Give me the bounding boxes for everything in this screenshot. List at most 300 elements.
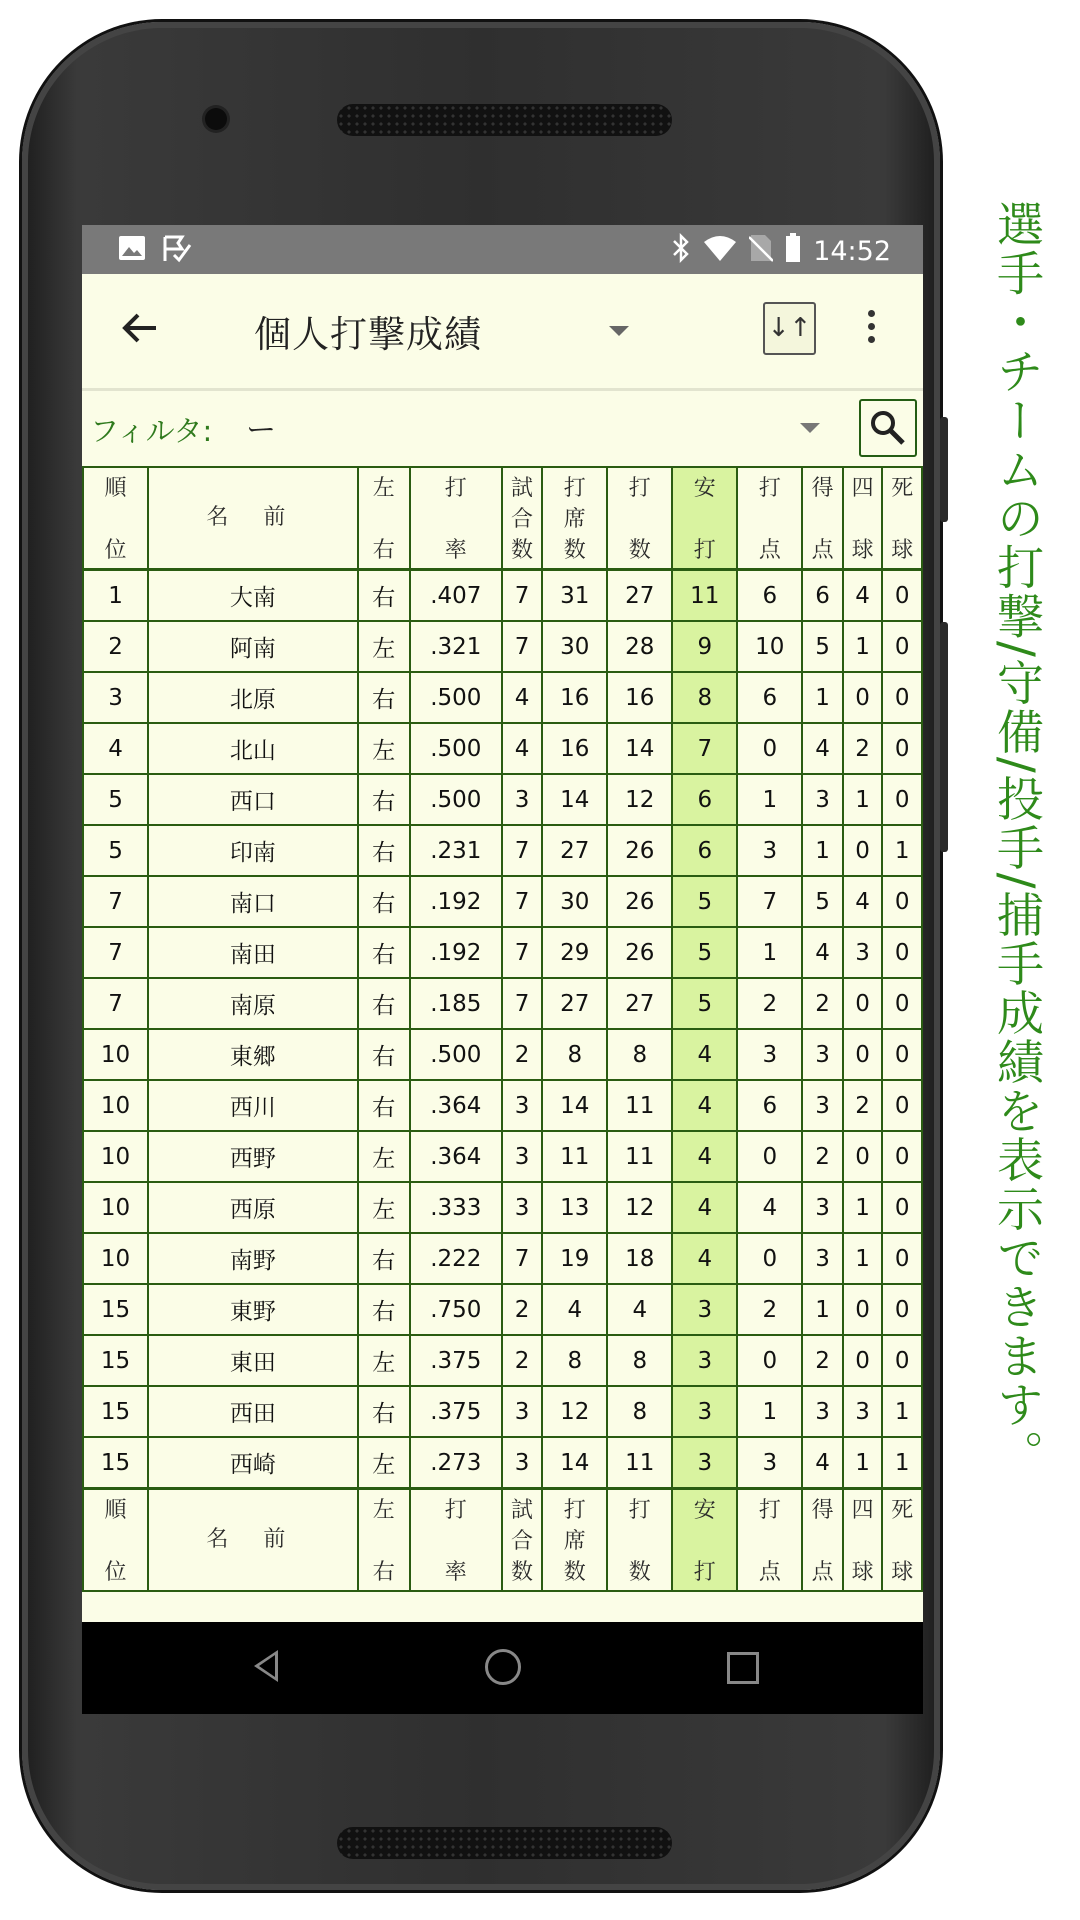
table-cell: 右: [358, 570, 410, 622]
table-cell: 2: [802, 1335, 843, 1386]
table-cell: 0: [882, 1131, 922, 1182]
header-label: 右: [372, 1560, 395, 1585]
table-cell: 16: [542, 723, 607, 774]
table-cell: 14: [607, 723, 672, 774]
table-cell: 3: [502, 1437, 543, 1489]
header-label: 試: [511, 1498, 534, 1523]
table-cell: 16: [607, 672, 672, 723]
table-cell: 2: [802, 978, 843, 1029]
clock: 14:52: [813, 236, 891, 267]
table-cell: 1: [882, 825, 922, 876]
column-header[interactable]: [358, 1489, 410, 1592]
table-cell: 2: [502, 1029, 543, 1080]
header-label: 打: [563, 476, 586, 501]
header-label: 打: [628, 476, 651, 501]
table-cell: 1: [843, 774, 883, 825]
chevron-down-icon[interactable]: [609, 326, 629, 336]
table-cell: 7: [672, 723, 737, 774]
table-cell: 0: [843, 672, 883, 723]
header-row[interactable]: [83, 1489, 922, 1592]
nav-back-icon[interactable]: [254, 1650, 278, 1682]
table-cell: 14: [542, 1437, 607, 1489]
bottom-speaker: [337, 1827, 672, 1859]
column-header[interactable]: [83, 467, 148, 570]
header-label: 死: [891, 476, 914, 501]
arrow-left-icon[interactable]: [120, 308, 160, 348]
header-label: 打: [444, 1498, 467, 1523]
table-row[interactable]: [83, 723, 922, 774]
no-sim-icon: [749, 233, 773, 270]
table-cell: 3: [502, 1080, 543, 1131]
table-cell: 27: [542, 825, 607, 876]
table-cell: 4: [502, 723, 543, 774]
header-label: 打: [563, 1498, 586, 1523]
header-label: 打: [758, 476, 781, 501]
header-row[interactable]: [83, 467, 922, 570]
header-label: 順: [104, 1498, 127, 1523]
table-cell: 2: [502, 1284, 543, 1335]
table-cell: 7: [502, 1233, 543, 1284]
table-cell: .375: [410, 1386, 502, 1437]
table-cell: 1: [802, 672, 843, 723]
table-cell: 4: [672, 1080, 737, 1131]
column-header[interactable]: [802, 1489, 843, 1592]
header-label: 席: [563, 507, 586, 532]
table-row[interactable]: [83, 1182, 922, 1233]
table-cell: 3: [802, 1029, 843, 1080]
column-header[interactable]: [737, 1489, 802, 1592]
table-cell: 3: [802, 1182, 843, 1233]
table-cell: 8: [607, 1335, 672, 1386]
table-cell: 1: [843, 1233, 883, 1284]
table-cell: 5: [672, 978, 737, 1029]
column-header[interactable]: [737, 467, 802, 570]
table-cell: 2: [737, 1284, 802, 1335]
table-cell: 30: [542, 621, 607, 672]
table-cell: 13: [542, 1182, 607, 1233]
table-cell: 東田: [148, 1335, 358, 1386]
header-label: 数: [628, 538, 651, 563]
table-cell: 5: [83, 774, 148, 825]
header-label: 試: [511, 476, 534, 501]
table-cell: 5: [672, 927, 737, 978]
table-cell: 1: [802, 825, 843, 876]
table-cell: 0: [737, 1335, 802, 1386]
search-button[interactable]: [859, 399, 917, 457]
header-label: 席: [563, 1529, 586, 1554]
table-cell: 11: [672, 570, 737, 622]
table-row[interactable]: [83, 825, 922, 876]
table-cell: 東郷: [148, 1029, 358, 1080]
table-cell: 1: [882, 1386, 922, 1437]
sort-icon: ↓↑: [767, 313, 812, 343]
table-cell: 0: [843, 1131, 883, 1182]
table-cell: 27: [607, 570, 672, 622]
table-cell: 6: [672, 774, 737, 825]
table-cell: 10: [83, 1131, 148, 1182]
power-button: [940, 417, 948, 522]
table-cell: 右: [358, 1386, 410, 1437]
volume-button: [940, 622, 948, 852]
table-cell: 1: [737, 1386, 802, 1437]
header-label: 合: [511, 1529, 534, 1554]
header-label: 打: [693, 538, 716, 563]
header-label: 安: [693, 476, 716, 501]
filter-bar: [82, 391, 923, 466]
column-header[interactable]: [410, 1489, 502, 1592]
table-cell: 左: [358, 723, 410, 774]
header-label: 数: [563, 538, 586, 563]
table-cell: 右: [358, 1080, 410, 1131]
column-header[interactable]: [672, 1489, 737, 1592]
table-cell: 7: [737, 876, 802, 927]
table-cell: 3: [802, 774, 843, 825]
table-cell: 3: [737, 825, 802, 876]
table-cell: 印南: [148, 825, 358, 876]
table-row[interactable]: [83, 1131, 922, 1182]
header-label: 点: [811, 1560, 834, 1585]
header-label: 得: [811, 1498, 834, 1523]
table-row[interactable]: [83, 672, 922, 723]
header-label: 順: [104, 476, 127, 501]
image-icon: [118, 235, 146, 267]
header-label: 位: [104, 538, 127, 563]
column-header[interactable]: [148, 467, 358, 570]
table-cell: 0: [882, 876, 922, 927]
table-cell: 右: [358, 978, 410, 1029]
table-cell: 左: [358, 1131, 410, 1182]
table-cell: 27: [607, 978, 672, 1029]
table-cell: 7: [83, 927, 148, 978]
table-cell: 阿南: [148, 621, 358, 672]
table-cell: .321: [410, 621, 502, 672]
table-cell: 2: [843, 723, 883, 774]
column-header[interactable]: [542, 1489, 607, 1592]
table-cell: 27: [542, 978, 607, 1029]
bluetooth-icon: [671, 233, 691, 270]
header-label: 数: [511, 538, 534, 563]
promo-caption: 選手・チームの打撃/守備/投手/捕手成績を表示できます。: [989, 200, 1044, 1479]
table-cell: 3: [502, 1386, 543, 1437]
batting-stats-table: [82, 466, 923, 1592]
table-row[interactable]: [83, 876, 922, 927]
header-label: 名 前: [206, 1527, 300, 1552]
table-row[interactable]: [83, 1335, 922, 1386]
column-header[interactable]: [502, 467, 543, 570]
table-cell: .375: [410, 1335, 502, 1386]
table-cell: .185: [410, 978, 502, 1029]
table-cell: 6: [737, 570, 802, 622]
table-cell: 4: [542, 1284, 607, 1335]
table-cell: 左: [358, 1182, 410, 1233]
table-cell: 左: [358, 1335, 410, 1386]
table-cell: 12: [607, 774, 672, 825]
table-cell: 0: [843, 1284, 883, 1335]
table-cell: 2: [802, 1131, 843, 1182]
table-row[interactable]: [83, 1080, 922, 1131]
column-header[interactable]: [358, 467, 410, 570]
table-row[interactable]: [83, 621, 922, 672]
page-title[interactable]: 個人打撃成績: [254, 313, 482, 356]
table-cell: 15: [83, 1335, 148, 1386]
table-cell: 1: [882, 1437, 922, 1489]
table-cell: 0: [737, 1131, 802, 1182]
table-row[interactable]: [83, 1233, 922, 1284]
table-cell: .500: [410, 1029, 502, 1080]
table-cell: 右: [358, 1284, 410, 1335]
table-cell: 南口: [148, 876, 358, 927]
app-bar: [82, 274, 923, 388]
table-cell: 3: [672, 1335, 737, 1386]
column-header[interactable]: [882, 467, 922, 570]
table-cell: 右: [358, 927, 410, 978]
table-row[interactable]: [83, 1386, 922, 1437]
table-cell: 18: [607, 1233, 672, 1284]
header-label: 球: [891, 538, 914, 563]
table-cell: 0: [843, 1335, 883, 1386]
table-cell: 0: [882, 1335, 922, 1386]
table-cell: 東野: [148, 1284, 358, 1335]
table-cell: 4: [672, 1182, 737, 1233]
table-cell: 0: [843, 978, 883, 1029]
table-cell: 4: [672, 1131, 737, 1182]
header-label: 死: [891, 1498, 914, 1523]
table-cell: 10: [83, 1029, 148, 1080]
filter-select[interactable]: ー: [246, 413, 276, 448]
table-row[interactable]: [83, 927, 922, 978]
table-cell: 5: [83, 825, 148, 876]
table-row[interactable]: [83, 1437, 922, 1489]
table-cell: 0: [882, 774, 922, 825]
table-cell: 南野: [148, 1233, 358, 1284]
table-cell: 大南: [148, 570, 358, 622]
table-cell: 1: [843, 1437, 883, 1489]
table-cell: 8: [542, 1335, 607, 1386]
table-cell: 3: [802, 1080, 843, 1131]
table-cell: 0: [882, 1233, 922, 1284]
table-cell: 2: [737, 978, 802, 1029]
table-cell: 左: [358, 621, 410, 672]
table-cell: 4: [802, 927, 843, 978]
table-cell: 0: [882, 1080, 922, 1131]
table-cell: 7: [83, 978, 148, 1029]
table-cell: .231: [410, 825, 502, 876]
table-cell: 1: [843, 1182, 883, 1233]
header-label: 左: [372, 476, 395, 501]
column-header[interactable]: [542, 467, 607, 570]
table-row[interactable]: [83, 1029, 922, 1080]
table-cell: 西原: [148, 1182, 358, 1233]
table-cell: .364: [410, 1080, 502, 1131]
table-cell: 10: [737, 621, 802, 672]
chevron-down-icon[interactable]: [800, 423, 820, 433]
header-label: 点: [758, 538, 781, 563]
header-label: 球: [891, 1560, 914, 1585]
table-cell: .500: [410, 672, 502, 723]
table-cell: 2: [502, 1335, 543, 1386]
table-cell: 0: [882, 570, 922, 622]
phone-frame: [22, 22, 940, 1890]
table-cell: 5: [802, 876, 843, 927]
table-cell: 3: [502, 1131, 543, 1182]
table-cell: 0: [882, 621, 922, 672]
table-cell: .500: [410, 723, 502, 774]
table-cell: .407: [410, 570, 502, 622]
table-cell: 3: [802, 1386, 843, 1437]
header-label: 球: [851, 1560, 874, 1585]
table-cell: 14: [542, 1080, 607, 1131]
table-row[interactable]: [83, 1284, 922, 1335]
table-cell: .273: [410, 1437, 502, 1489]
table-cell: 4: [502, 672, 543, 723]
header-label: 率: [444, 538, 467, 563]
table-cell: 5: [802, 621, 843, 672]
table-cell: 南原: [148, 978, 358, 1029]
table-cell: 6: [672, 825, 737, 876]
header-label: 数: [511, 1560, 534, 1585]
table-cell: 西田: [148, 1386, 358, 1437]
table-cell: 5: [672, 876, 737, 927]
column-header[interactable]: [607, 1489, 672, 1592]
table-cell: 3: [672, 1284, 737, 1335]
table-cell: 3: [843, 1386, 883, 1437]
table-cell: 31: [542, 570, 607, 622]
table-cell: .222: [410, 1233, 502, 1284]
table-cell: .364: [410, 1131, 502, 1182]
column-header[interactable]: [83, 1489, 148, 1592]
column-header[interactable]: [843, 467, 883, 570]
table-cell: 西野: [148, 1131, 358, 1182]
table-cell: 7: [502, 570, 543, 622]
table-cell: 8: [672, 672, 737, 723]
table-cell: 26: [607, 927, 672, 978]
table-cell: 右: [358, 825, 410, 876]
header-label: 四: [851, 1498, 874, 1523]
table-cell: 8: [607, 1029, 672, 1080]
screen: [82, 225, 923, 1714]
nav-recents-icon[interactable]: [727, 1652, 759, 1684]
column-header[interactable]: [802, 467, 843, 570]
table-cell: 0: [882, 1182, 922, 1233]
table-row[interactable]: [83, 570, 922, 622]
filter-label: フィルタ:: [90, 414, 213, 448]
table-row[interactable]: [83, 774, 922, 825]
table-cell: 12: [542, 1386, 607, 1437]
table-cell: 10: [83, 1233, 148, 1284]
wifi-icon: [703, 234, 737, 269]
table-cell: 11: [542, 1131, 607, 1182]
table-cell: 3: [802, 1233, 843, 1284]
status-bar: [82, 225, 923, 274]
nav-home-icon[interactable]: [485, 1649, 521, 1685]
table-cell: 0: [882, 978, 922, 1029]
table-cell: 3: [737, 1029, 802, 1080]
column-header[interactable]: [502, 1489, 543, 1592]
header-label: 四: [851, 476, 874, 501]
table-cell: 26: [607, 876, 672, 927]
header-label: 球: [851, 538, 874, 563]
table-cell: 11: [607, 1131, 672, 1182]
table-cell: 15: [83, 1284, 148, 1335]
table-cell: 4: [802, 1437, 843, 1489]
table-cell: 右: [358, 1233, 410, 1284]
more-vert-icon[interactable]: [868, 310, 876, 350]
table-cell: 0: [843, 1029, 883, 1080]
header-label: 得: [811, 476, 834, 501]
sort-button[interactable]: [763, 302, 816, 355]
table-cell: 南田: [148, 927, 358, 978]
header-label: 率: [444, 1560, 467, 1585]
table-cell: 2: [83, 621, 148, 672]
table-cell: 19: [542, 1233, 607, 1284]
table-cell: 7: [502, 927, 543, 978]
table-cell: 0: [843, 825, 883, 876]
table-cell: 3: [843, 927, 883, 978]
table-cell: 6: [802, 570, 843, 622]
table-cell: 0: [882, 927, 922, 978]
magnifier-icon: [861, 401, 915, 455]
table-cell: 左: [358, 1437, 410, 1489]
header-label: 打: [628, 1498, 651, 1523]
table-cell: 0: [882, 672, 922, 723]
header-label: 打: [758, 1498, 781, 1523]
table-cell: 3: [672, 1386, 737, 1437]
table-cell: 7: [502, 978, 543, 1029]
table-cell: 7: [502, 876, 543, 927]
table-cell: 3: [502, 774, 543, 825]
column-header[interactable]: [882, 1489, 922, 1592]
table-cell: 11: [607, 1437, 672, 1489]
table-cell: 西崎: [148, 1437, 358, 1489]
column-header[interactable]: [843, 1489, 883, 1592]
column-header[interactable]: [410, 467, 502, 570]
table-cell: 1: [802, 1284, 843, 1335]
nav-bar: [82, 1622, 923, 1714]
table-cell: 15: [83, 1386, 148, 1437]
table-cell: 4: [83, 723, 148, 774]
header-label: 数: [628, 1560, 651, 1585]
column-header[interactable]: [148, 1489, 358, 1592]
table-cell: 0: [882, 1029, 922, 1080]
table-cell: 8: [542, 1029, 607, 1080]
table-cell: 16: [542, 672, 607, 723]
table-cell: 0: [737, 723, 802, 774]
header-label: 右: [372, 538, 395, 563]
column-header[interactable]: [607, 467, 672, 570]
table-cell: 4: [607, 1284, 672, 1335]
table-cell: 西口: [148, 774, 358, 825]
table-cell: 10: [83, 1080, 148, 1131]
top-speaker: [337, 104, 672, 136]
column-header[interactable]: [672, 467, 737, 570]
table-cell: 28: [607, 621, 672, 672]
table-cell: 10: [83, 1182, 148, 1233]
table-cell: 11: [607, 1080, 672, 1131]
table-cell: 4: [843, 570, 883, 622]
table-cell: 0: [737, 1233, 802, 1284]
table-row[interactable]: [83, 978, 922, 1029]
table-cell: 1: [737, 927, 802, 978]
header-label: 安: [693, 1498, 716, 1523]
table-cell: 6: [737, 672, 802, 723]
table-cell: 4: [672, 1029, 737, 1080]
table-cell: 1: [83, 570, 148, 622]
table-cell: 右: [358, 672, 410, 723]
table-cell: 7: [502, 825, 543, 876]
table-cell: 0: [882, 1284, 922, 1335]
table-cell: 7: [83, 876, 148, 927]
header-label: 点: [758, 1560, 781, 1585]
